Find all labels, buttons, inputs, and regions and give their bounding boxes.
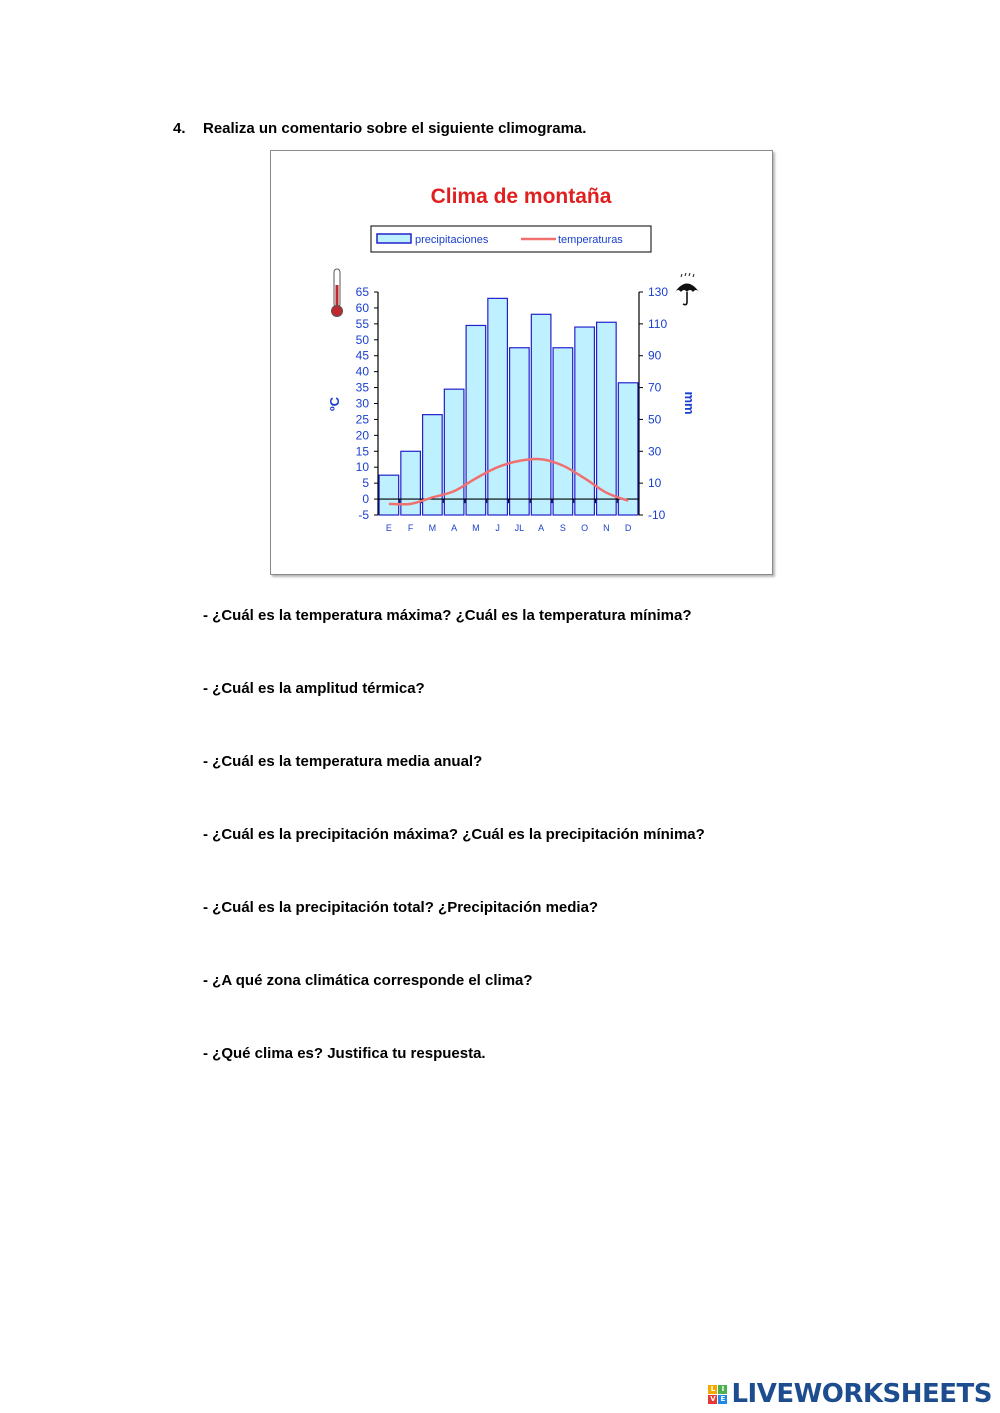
x-tick-label: D	[624, 523, 632, 533]
bar-precipitacion-1	[379, 475, 399, 515]
left-tick-label: 15	[355, 444, 369, 459]
logo-icon	[708, 1385, 727, 1404]
question-6: - ¿A qué zona climática corresponde el clima?	[203, 972, 533, 989]
x-tick-label: JL	[514, 523, 525, 533]
x-tick-label: S	[559, 523, 566, 533]
left-tick-label: 40	[355, 364, 369, 379]
x-tick-label: N	[603, 523, 610, 533]
liveworksheets-logo	[708, 1379, 992, 1409]
x-tick-label: A	[538, 523, 545, 533]
bar-precipitacion-12	[618, 383, 638, 515]
left-axis-label: ºC	[327, 396, 342, 412]
left-tick-label: 25	[355, 412, 369, 427]
left-tick-label: 10	[355, 460, 369, 475]
question-2: - ¿Cuál es la amplitud térmica?	[203, 680, 425, 697]
logo-letter-e: E	[718, 1395, 727, 1404]
x-tick-label: J	[495, 523, 500, 533]
bar-precipitacion-5	[466, 325, 486, 515]
legend-label-temperaturas: temperaturas	[558, 234, 623, 246]
bar-precipitacion-6	[488, 298, 508, 515]
right-tick-label: 70	[648, 380, 662, 395]
chart-title: Clima de montaña	[430, 185, 612, 208]
legend-swatch-precipitaciones	[377, 234, 411, 243]
right-tick-label: 90	[648, 348, 662, 363]
exercise-number: 4.	[173, 120, 186, 137]
bar-precipitacion-10	[575, 327, 595, 515]
right-axis-label: mm	[682, 391, 697, 415]
umbrella-handle	[683, 292, 687, 305]
thermometer-mercury	[336, 285, 339, 307]
x-tick-label: O	[581, 523, 589, 533]
question-1: - ¿Cuál es la temperatura máxima? ¿Cuál es la temperatura mínima?	[203, 607, 692, 624]
bar-precipitacion-8	[531, 314, 551, 515]
exercise-instruction: Realiza un comentario sobre el siguiente climograma.	[203, 120, 587, 137]
left-tick-label: 30	[355, 396, 369, 411]
bar-precipitacion-7	[510, 348, 530, 515]
left-tick-label: 65	[355, 285, 369, 299]
left-tick-label: 0	[362, 492, 369, 507]
left-tick-label: 50	[355, 332, 369, 347]
rain-drops	[681, 273, 694, 277]
exercise-heading	[173, 120, 586, 137]
x-tick-label: E	[385, 523, 392, 533]
logo-letter-l: L	[708, 1385, 717, 1394]
question-3: - ¿Cuál es la temperatura media anual?	[203, 753, 483, 770]
x-tick-label: A	[451, 523, 458, 533]
x-tick-label: F	[407, 523, 414, 533]
x-tick-label: M	[472, 523, 480, 533]
left-tick-label: 60	[355, 300, 369, 315]
question-7: - ¿Qué clima es? Justifica tu respuesta.	[203, 1045, 486, 1062]
question-5: - ¿Cuál es la precipitación total? ¿Precipitación media?	[203, 899, 599, 916]
left-tick-label: 20	[355, 428, 369, 443]
right-tick-label: -10	[648, 508, 666, 522]
right-tick-label: 50	[648, 412, 662, 427]
x-tick-label: M	[428, 523, 437, 533]
climograph-svg	[271, 151, 772, 574]
logo-text: LIVEWORKSHEETS	[731, 1379, 992, 1409]
left-tick-label: 35	[355, 380, 369, 395]
right-tick-label: 130	[648, 285, 669, 299]
bar-precipitacion-4	[444, 389, 464, 515]
bar-precipitacion-9	[553, 348, 573, 515]
left-tick-label: 55	[355, 316, 369, 331]
bar-precipitacion-11	[597, 322, 617, 515]
umbrella-icon	[675, 284, 699, 293]
left-tick-label: 5	[362, 476, 369, 491]
right-tick-label: 30	[648, 444, 662, 459]
left-tick-label: -5	[358, 508, 369, 522]
right-tick-label: 110	[648, 316, 668, 331]
left-tick-label: 45	[355, 348, 369, 363]
right-tick-label: 10	[648, 476, 662, 491]
question-4: - ¿Cuál es la precipitación máxima? ¿Cuál es la precipitación mínima?	[203, 826, 705, 843]
climograph-chart	[270, 150, 773, 575]
logo-letter-i: I	[718, 1385, 727, 1394]
logo-letter-v: V	[710, 1394, 716, 1403]
thermometer-bulb	[332, 306, 343, 317]
legend-label-precipitaciones: precipitaciones	[415, 234, 489, 246]
